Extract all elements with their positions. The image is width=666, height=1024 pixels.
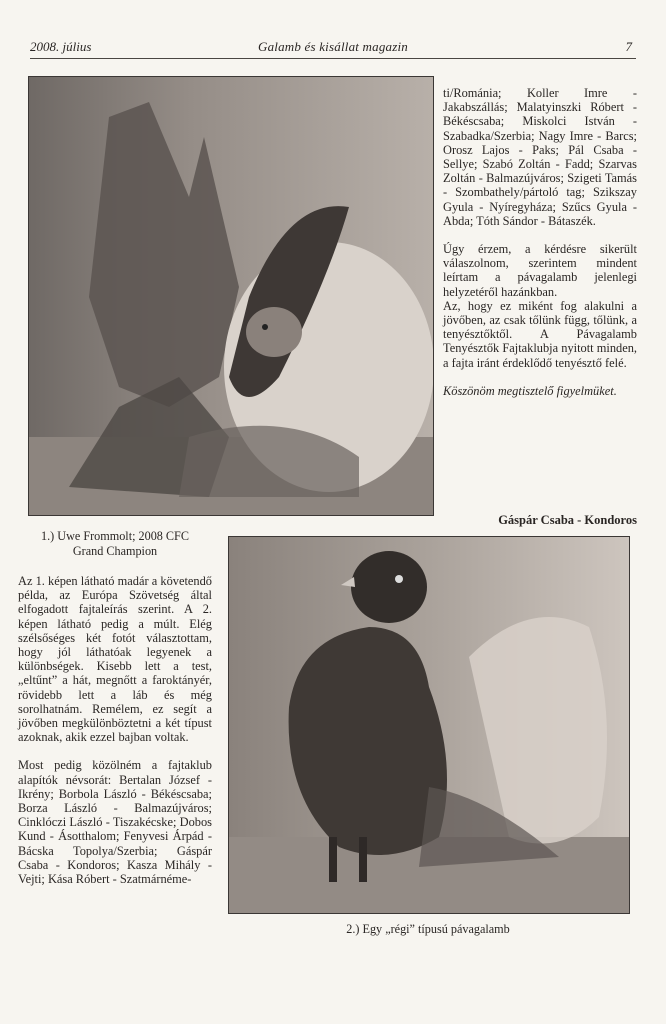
photo-1-caption-line1: 1.) Uwe Frommolt; 2008 CFC bbox=[41, 529, 189, 543]
left-column-text bbox=[18, 574, 212, 886]
page-header bbox=[30, 34, 636, 59]
conclusion-paragraph-2: Az, hogy ez miként fog alakulni a jövőben, az csak tőlünk függ, tőlünk, a tenyésztőktől. A Pávagalamb Tenyésztők Fajtaklubja nyitott minden, a fajta iránt érdeklődő tenyésztő felé. bbox=[443, 298, 637, 370]
magazine-title: Galamb és kisállat magazin bbox=[257, 39, 408, 54]
article-author: Gáspár Csaba - Kondoros bbox=[498, 513, 637, 527]
conclusion-paragraph-1: Úgy érzem, a kérdésre sikerült válaszolnom, szerintem mindent leírtam a pávagalamb jelenlegi helyzetéről hazánkban. bbox=[443, 242, 637, 299]
thanks-note: Köszönöm megtisztelő figyelmüket. bbox=[443, 383, 617, 398]
issue-date: 2008. július bbox=[30, 39, 92, 54]
photo-2-pigeon bbox=[228, 536, 630, 914]
right-column-text bbox=[443, 86, 637, 398]
photo-1-caption bbox=[30, 529, 200, 559]
photo-1-pigeon bbox=[28, 76, 434, 516]
photo-1-caption-line2: Grand Champion bbox=[72, 544, 158, 558]
founders-list: Most pedig közölném a fajtaklub alapítók névsorát: Bertalan József - Ikrény; Borbola László - Békéscsaba; Borza László - Balmazújváros; Cinklóczi László - Tiszakécske; Dobos Kund - Ásotthalom; Fenyvesi Árpád - Bácska Topolya/Szerbia; Gáspár Csaba - Kondoros; Kasza Mihály - Vejti; Kása Róbert - Szatmárnéme- bbox=[18, 758, 212, 887]
member-list-continued: ti/Románia; Koller Imre - Jakabszállás; Malatyinszki Róbert - Békéscsaba; Miskolci István - Szabadka/Szerbia; Nagy Imre - Barcs; Orosz Lajos - Paks; Pál Csaba - Sellye; Szabó Zoltán - Fadd; Szarvas Zoltán - Balmazújváros; Szigeti Tamás - Szombathely/pártoló tag; Szikszay Gyula - Nyíregyháza; Szűcs Gyula - Abda; Tóth Sándor - Bátaszék. bbox=[443, 86, 637, 228]
page-number: 7 bbox=[625, 39, 632, 54]
photo-2-caption: 2.) Egy „régi” típusú pávagalamb bbox=[346, 922, 510, 936]
comparison-paragraph: Az 1. képen látható madár a követendő példa, az Európa Szövetség által elfogadott fajtaleírás szerint. A 2. képen látható pedig a múlt. Elég szélsőséges két fotót választottam, hogy jól láthatóak legyenek a különbségek. Kisebb lett a test, „eltűnt” a hát, megnőtt a faroktányér, rövidebb lett a láb és még sorolhatnám. Remélem, ez segít a jövőben megkülönböztetni a két típust azoknak, akik ezzel bajban voltak. bbox=[18, 574, 212, 745]
